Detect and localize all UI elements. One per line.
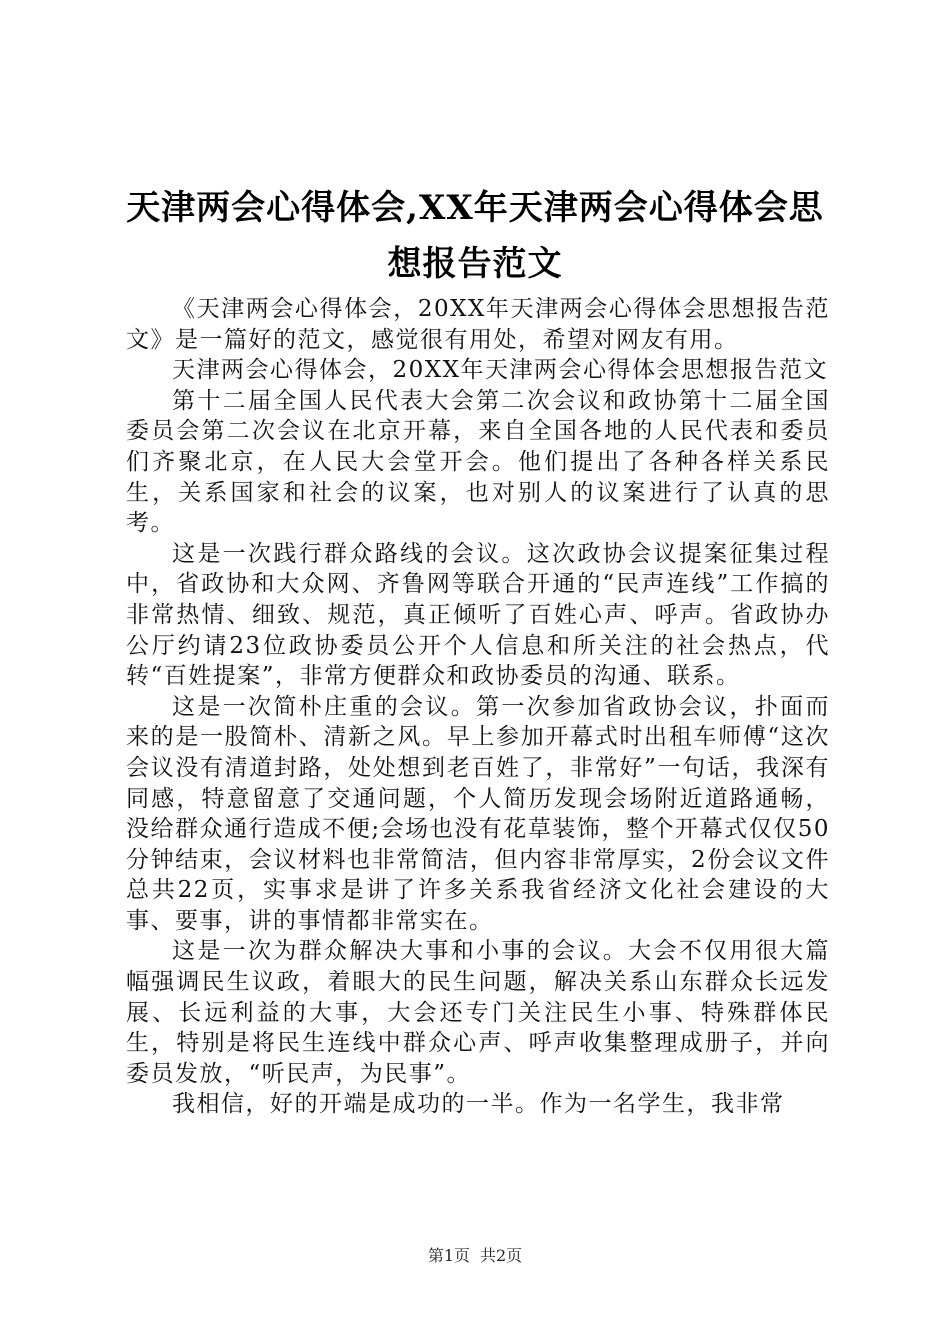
page-total: 共2页 [480,1246,523,1265]
document-body [126,294,830,1120]
body-paragraph: 我相信，好的开端是成功的一半。作为一名学生，我非常 [172,1091,785,1118]
document-title: 天津两会心得体会,XX年天津两会心得体会思想报告范文 [126,188,824,284]
page-number: 第1页 [427,1246,470,1265]
intro-paragraph: 《天津两会心得体会，20XX年天津两会心得体会思想报告范文》是一篇好的范文，感觉很有用处，希望对网友有用。 [126,296,830,353]
page-footer [0,1243,950,1266]
body-paragraph: 第十二届全国人民代表大会第二次会议和政协第十二届全国委员会第二次会议在北京开幕，来自全国各地的人民代表和委员们齐聚北京，在人民大会堂开会。他们提出了各种各样关系民生，关系国家和社会的议案，也对别人的议案进行了认真的思考。 [126,387,830,537]
body-paragraph: 这是一次践行群众路线的会议。这次政协会议提案征集过程中，省政协和大众网、齐鲁网等联合开通的“民声连线”工作搞的非常热情、细致、规范，真正倾听了百姓心声、呼声。省政协办公厅约请23位政协委员公开个人信息和所关注的社会热点，代转“百姓提案”，非常方便群众和政协委员的沟通、联系。 [126,540,830,690]
subtitle-paragraph: 天津两会心得体会，20XX年天津两会心得体会思想报告范文 [172,357,829,384]
body-paragraph: 这是一次为群众解决大事和小事的会议。大会不仅用很大篇幅强调民生议政，着眼大的民生问题，解决关系山东群众长远发展、长远利益的大事，大会还专门关注民生小事、特殊群体民生，特别是将民生连线中群众心声、呼声收集整理成册子，并向委员发放，“听民声，为民事”。 [126,938,830,1087]
body-paragraph: 这是一次简朴庄重的会议。第一次参加省政协会议，扑面而来的是一股简朴、清新之风。早上参加开幕式时出租车师傅“这次会议没有清道封路，处处想到老百姓了，非常好”一句话，我深有同感，特意留意了交通问题，个人简历发现会场附近道路通畅，没给群众通行造成不便;会场也没有花草装饰，整个开幕式仅仅50分钟结束，会议材料也非常简洁，但内容非常厚实，2份会议文件总共22页，实事求是讲了许多关系我省经济文化社会建设的大事、要事，讲的事情都非常实在。 [126,693,830,934]
